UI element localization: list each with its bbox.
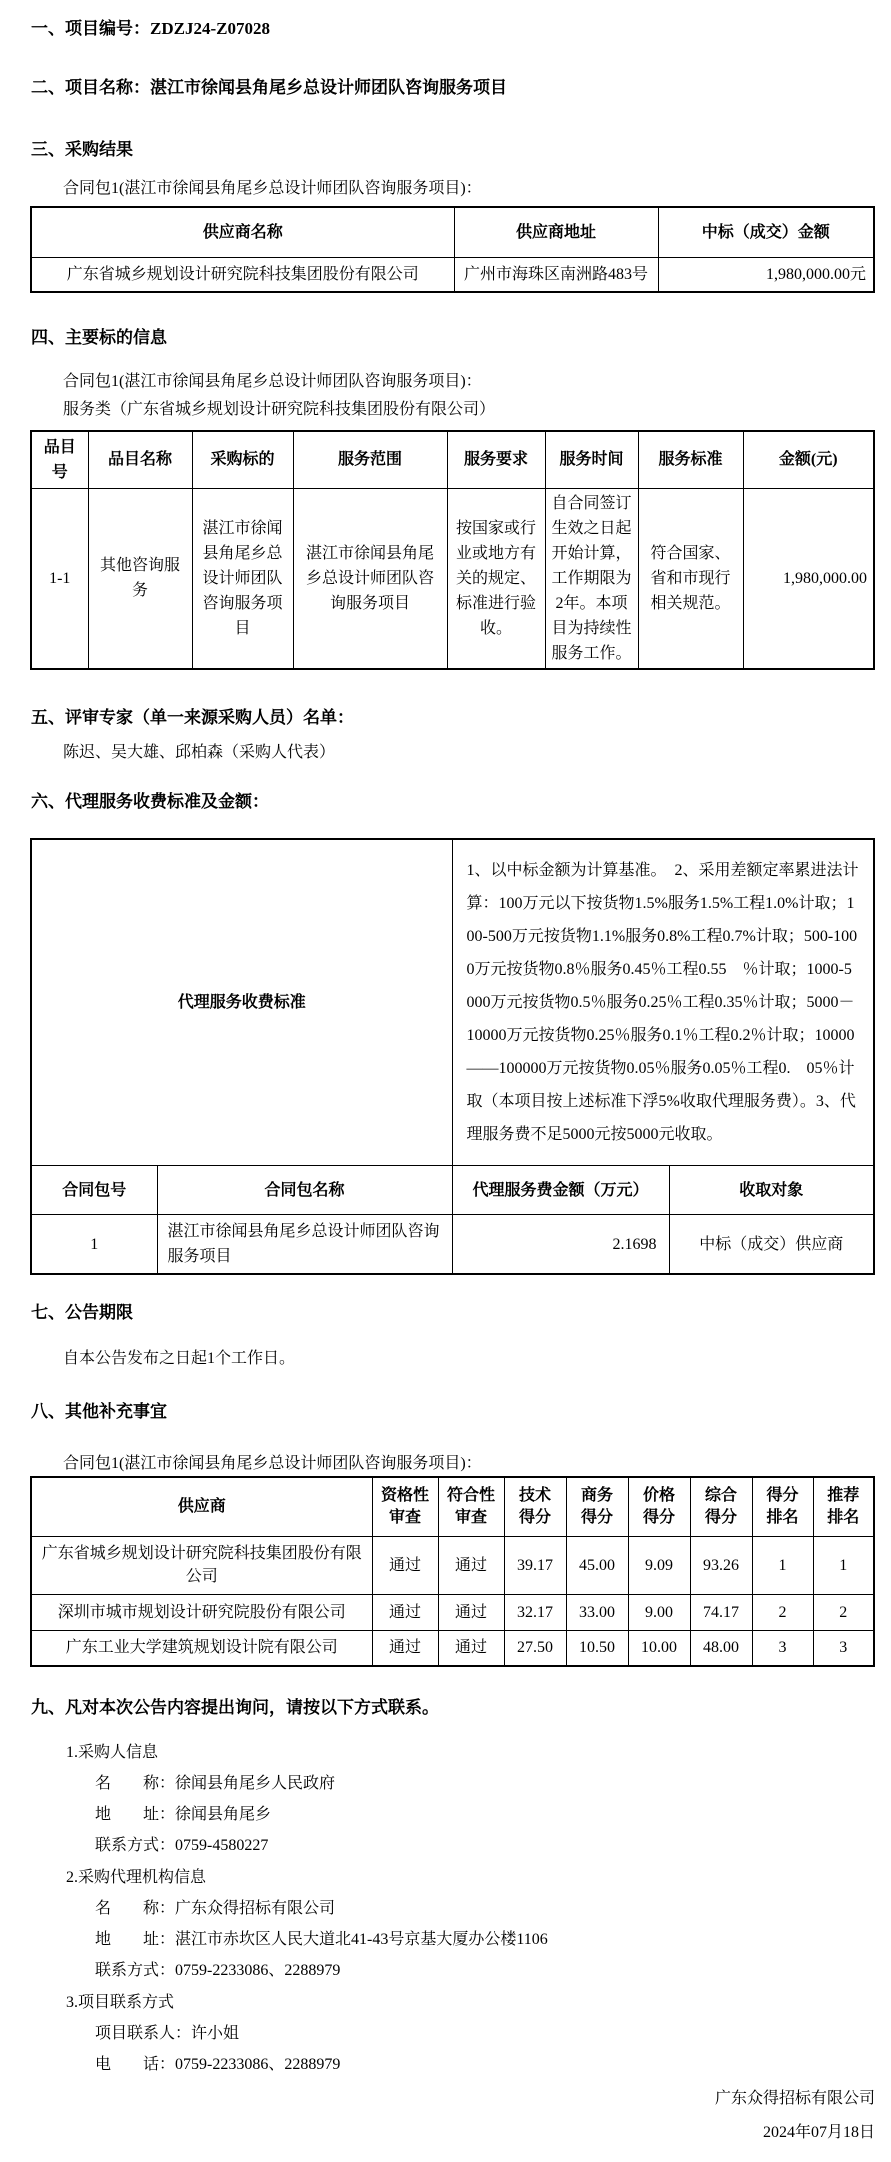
agency-info-heading: 2.采购代理机构信息	[66, 1869, 207, 1886]
score-rank-cell: 1	[752, 1536, 813, 1594]
service-requirement-cell: 按国家或行业或地方有关的规定、标准进行验收。	[447, 488, 545, 669]
table-row	[31, 1594, 874, 1630]
price-score-cell: 9.09	[628, 1536, 690, 1594]
header-cell: 得分排名	[752, 1477, 813, 1536]
item-name-cell: 其他咨询服务	[88, 488, 192, 669]
supplier-result-table	[30, 206, 875, 293]
package-line: 合同包1(湛江市徐闻县角尾乡总设计师团队咨询服务项目)：	[63, 1455, 482, 1472]
section-2-title: 二、项目名称：湛江市徐闻县角尾乡总设计师团队咨询服务项目	[31, 78, 507, 97]
conformity-cell: 通过	[438, 1536, 504, 1594]
header-cell: 服务要求	[447, 431, 545, 488]
price-score-cell: 10.00	[628, 1630, 690, 1666]
recommend-rank-cell: 1	[813, 1536, 874, 1594]
header-cell: 代理服务费金额（万元）	[452, 1166, 669, 1215]
announcement-period-text: 自本公告发布之日起1个工作日。	[63, 1350, 296, 1367]
footer-date: 2024年07月18日	[762, 2124, 875, 2141]
supplier-name-cell: 深圳市城市规划设计研究院股份有限公司	[31, 1594, 372, 1630]
package-no-cell: 1	[31, 1215, 157, 1275]
header-cell: 服务标准	[638, 431, 743, 488]
tech-score-cell: 27.50	[504, 1630, 566, 1666]
subject-info-table	[30, 430, 875, 670]
fee-standard-row	[31, 839, 874, 1166]
purchaser-address: 地 址：徐闻县角尾乡	[95, 1806, 272, 1823]
footer-company: 广东众得招标有限公司	[714, 2090, 875, 2107]
header-cell: 商务得分	[566, 1477, 628, 1536]
award-amount-cell: 1,980,000.00元	[658, 257, 874, 292]
service-category-line: 服务类（广东省城乡规划设计研究院科技集团股份有限公司）	[63, 401, 496, 418]
package-line: 合同包1(湛江市徐闻县角尾乡总设计师团队咨询服务项目)：	[63, 180, 482, 197]
service-standard-cell: 符合国家、省和市现行相关规范。	[638, 488, 743, 669]
conformity-cell: 通过	[438, 1594, 504, 1630]
table-row	[31, 1630, 874, 1666]
header-cell: 资格性审查	[372, 1477, 438, 1536]
supplier-address-cell: 广州市海珠区南洲路483号	[454, 257, 658, 292]
qualification-cell: 通过	[372, 1536, 438, 1594]
section-7-title: 七、公告期限	[31, 1303, 133, 1322]
recommend-rank-cell: 3	[813, 1630, 874, 1666]
header-cell: 品目号	[31, 431, 88, 488]
tech-score-cell: 32.17	[504, 1594, 566, 1630]
section-6-title: 六、代理服务收费标准及金额：	[31, 791, 269, 811]
package-line: 合同包1(湛江市徐闻县角尾乡总设计师团队咨询服务项目)：	[63, 373, 482, 390]
total-score-cell: 74.17	[690, 1594, 752, 1630]
table-row	[31, 257, 874, 292]
expert-names: 陈迟、吴大雄、邱柏森（采购人代表）	[63, 743, 336, 761]
evaluation-table	[30, 1476, 875, 1667]
agency-fee-table	[30, 838, 875, 1276]
table-header-row	[31, 207, 874, 257]
header-cell: 合同包号	[31, 1166, 157, 1215]
conformity-cell: 通过	[438, 1630, 504, 1666]
purchaser-name: 名 称：徐闻县角尾乡人民政府	[95, 1775, 336, 1792]
fee-amount-cell: 2.1698	[452, 1215, 669, 1275]
supplier-name-cell: 广东省城乡规划设计研究院科技集团股份有限公司	[31, 1536, 372, 1594]
header-cell: 服务时间	[545, 431, 638, 488]
section-3-title: 三、采购结果	[31, 140, 133, 159]
fee-payer-cell: 中标（成交）供应商	[669, 1215, 874, 1275]
score-rank-cell: 3	[752, 1630, 813, 1666]
section-9-title: 九、凡对本次公告内容提出询问，请按以下方式联系。	[31, 1698, 439, 1717]
section-1-title: 一、项目编号：ZDZJ24-Z07028	[31, 19, 270, 38]
fee-standard-label-cell: 代理服务收费标准	[31, 839, 452, 1166]
header-cell: 合同包名称	[157, 1166, 452, 1215]
section-4-title: 四、主要标的信息	[31, 328, 167, 347]
header-cell: 推荐排名	[813, 1477, 874, 1536]
header-cell: 综合得分	[690, 1477, 752, 1536]
agency-contact: 联系方式：0759-2233086、2288979	[95, 1962, 341, 1979]
header-cell: 供应商地址	[454, 207, 658, 257]
header-cell: 中标（成交）金额	[658, 207, 874, 257]
table-header-row	[31, 1477, 874, 1536]
fee-standard-text-cell: 1、以中标金额为计算基准。 2、采用差额定率累进法计算：100万元以下按货物1.5%服务1.5%工程1.0%计取；100-500万元按货物1.1%服务0.8%工程0.7%计取；500-1000万元按货物0.8％服务0.45％工程0.55 ％计取；1000-5000万元按货物0.5％服务0.25％工程0.35％计取；5000－10000万元按货物0.25％服务0.1％工程0.2％计取；10000――100000万元按货物0.05％服务0.05％工程0. 05％计取（本项目按上述标准下浮5%收取代理服务费）。3、代理服务费不足5000元按5000元收取。	[452, 839, 874, 1166]
header-cell: 品目名称	[88, 431, 192, 488]
section-5-title: 五、评审专家（单一来源采购人员）名单：	[31, 707, 354, 727]
supplier-name-cell: 广东工业大学建筑规划设计院有限公司	[31, 1630, 372, 1666]
table-header-row	[31, 431, 874, 488]
package-name-cell: 湛江市徐闻县角尾乡总设计师团队咨询服务项目	[157, 1215, 452, 1275]
agency-name: 名 称：广东众得招标有限公司	[95, 1900, 336, 1917]
business-score-cell: 33.00	[566, 1594, 628, 1630]
table-row	[31, 1536, 874, 1594]
header-cell: 供应商	[31, 1477, 372, 1536]
amount-cell: 1,980,000.00	[743, 488, 874, 669]
recommend-rank-cell: 2	[813, 1594, 874, 1630]
header-cell: 符合性审查	[438, 1477, 504, 1536]
header-cell: 金额(元)	[743, 431, 874, 488]
item-no-cell: 1-1	[31, 488, 88, 669]
supplier-name-cell: 广东省城乡规划设计研究院科技集团股份有限公司	[31, 257, 454, 292]
purchaser-info-heading: 1.采购人信息	[66, 1744, 159, 1761]
business-score-cell: 45.00	[566, 1536, 628, 1594]
qualification-cell: 通过	[372, 1630, 438, 1666]
header-cell: 采购标的	[192, 431, 293, 488]
project-contact-heading: 3.项目联系方式	[66, 1994, 175, 2011]
header-cell: 服务范围	[293, 431, 447, 488]
project-phone: 电 话：0759-2233086、2288979	[95, 2056, 341, 2073]
header-cell: 供应商名称	[31, 207, 454, 257]
table-row	[31, 488, 874, 669]
table-row	[31, 1215, 874, 1275]
procurement-target-cell: 湛江市徐闻县角尾乡总设计师团队咨询服务项目	[192, 488, 293, 669]
service-time-cell: 自合同签订生效之日起开始计算，工作期限为2年。本项目为持续性服务工作。	[545, 488, 638, 669]
price-score-cell: 9.00	[628, 1594, 690, 1630]
purchaser-contact: 联系方式：0759-4580227	[95, 1837, 269, 1854]
section-8-title: 八、其他补充事宜	[31, 1402, 167, 1421]
project-contact-person: 项目联系人：许小姐	[95, 2025, 240, 2042]
tech-score-cell: 39.17	[504, 1536, 566, 1594]
business-score-cell: 10.50	[566, 1630, 628, 1666]
table-header-row	[31, 1166, 874, 1215]
score-rank-cell: 2	[752, 1594, 813, 1630]
header-cell: 价格得分	[628, 1477, 690, 1536]
agency-address: 地 址：湛江市赤坎区人民大道北41-43号京基大厦办公楼1106	[95, 1931, 548, 1948]
total-score-cell: 48.00	[690, 1630, 752, 1666]
service-scope-cell: 湛江市徐闻县角尾乡总设计师团队咨询服务项目	[293, 488, 447, 669]
total-score-cell: 93.26	[690, 1536, 752, 1594]
header-cell: 收取对象	[669, 1166, 874, 1215]
qualification-cell: 通过	[372, 1594, 438, 1630]
header-cell: 技术得分	[504, 1477, 566, 1536]
